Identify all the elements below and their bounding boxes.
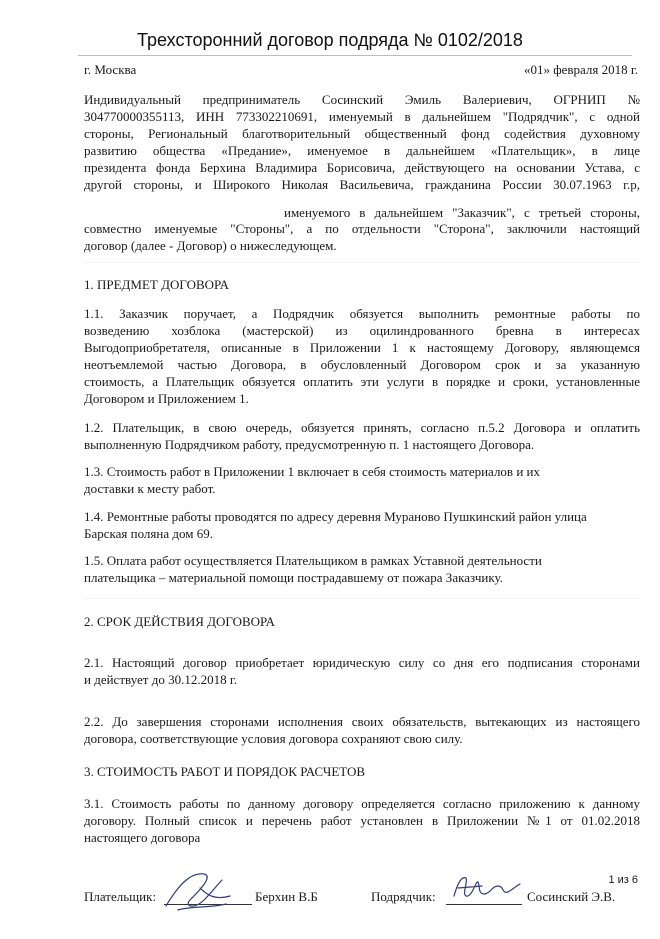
contractor-name: Сосинский Э.В.	[527, 889, 616, 904]
document-date: «01» февраля 2018 г.	[523, 62, 638, 77]
intro-line: развитию общества «Предание», именуемое в дальнейшем «Плательщик», в лице	[84, 143, 640, 158]
intro-line: президента фонда Берхина Владимира Борисовича, действующего на основании Устава, с	[84, 160, 640, 175]
intro-line: договор (далее - Договор) о нижеследующем.	[84, 238, 337, 253]
clause-1-4	[84, 508, 640, 542]
intro-ending	[84, 220, 640, 254]
clause-1-3	[84, 463, 640, 497]
intro-paragraph	[84, 91, 640, 193]
page-number: 1 из 6	[608, 874, 638, 886]
clause-line: договора, соответствующие условия договора сохраняют свою силу.	[84, 731, 463, 746]
intro-continuation-line	[284, 204, 640, 221]
clause-1-5	[84, 552, 640, 586]
contractor-label: Подрядчик:	[371, 889, 436, 904]
section-2-heading: 2. СРОК ДЕЙСТВИЯ ДОГОВОРА	[84, 614, 276, 629]
clause-line: 1.5. Оплата работ осуществляется Плательщиком в рамках Уставной деятельности	[84, 553, 542, 568]
intro-line: именуемого в дальнейшем "Заказчик", с третьей стороны,	[284, 205, 640, 220]
clause-line: договору. Полный список и перечень работ установлен в Приложении №1 от 01.02.2018	[84, 813, 640, 828]
clause-2-1	[84, 654, 640, 688]
clause-line: доставки к месту работ.	[84, 481, 216, 496]
clause-1-2	[84, 419, 640, 453]
payer-label: Плательщик:	[84, 889, 157, 904]
intro-line: стороны, Региональный благотворительный общественный фонд содействия духовному	[84, 126, 640, 141]
clause-line: 1.3. Стоимость работ в Приложении 1 включает в себя стоимость материалов и их	[84, 464, 540, 479]
document-title: Трехсторонний договор подряда № 0102/2018	[137, 30, 523, 50]
clause-line: выполненную Подрядчиком работу, предусмотренную п. 1 настоящего Договора.	[84, 437, 535, 452]
scan-artifact	[84, 262, 640, 263]
intro-line: другой стороны, и Широкого Николая Васильевича, гражданина России 30.07.1963 г.р,	[84, 177, 640, 192]
clause-line: 1.4. Ремонтные работы проводятся по адресу деревня Мураново Пушкинский район улица	[84, 509, 587, 524]
city: г. Москва	[84, 62, 137, 77]
intro-line: совместно именуемые "Стороны", а по отдельности "Сторона", заключили настоящий	[84, 221, 640, 236]
clause-line: Выгодоприобретателя, описанные в Приложении 1 к настоящему Договору, являющемся	[84, 340, 640, 355]
intro-line: Индивидуальный предприниматель Сосинский Эмиль Валериевич, ОГРНИП №	[84, 92, 640, 107]
contractor-signature	[448, 868, 524, 908]
clause-1-1	[84, 305, 640, 407]
clause-line: 1.2. Плательщик, в свою очередь, обязуется принять, согласно п.5.2 Договора и оплатить	[84, 420, 640, 435]
clause-2-2	[84, 713, 640, 747]
clause-line: и действует до 30.12.2018 г.	[84, 672, 237, 687]
title-divider	[78, 55, 632, 56]
clause-line: 2.2. До завершения сторонами исполнения своих обязательств, вытекающих из настоящего	[84, 714, 640, 729]
payer-name: Берхин В.Б	[255, 889, 318, 904]
clause-3-1	[84, 795, 640, 846]
section-3-heading: 3. СТОИМОСТЬ РАБОТ И ПОРЯДОК РАСЧЕТОВ	[84, 764, 366, 779]
scan-artifact	[84, 598, 640, 599]
section-1-heading: 1. ПРЕДМЕТ ДОГОВОРА	[84, 277, 229, 292]
clause-line: 1.1. Заказчик поручает, а Подрядчик обязуется выполнить ремонтные работы по	[84, 306, 640, 321]
clause-line: Договором и Приложением 1.	[84, 391, 249, 406]
clause-line: 3.1. Стоимость работы по данному договору определяется согласно приложению к данному	[84, 796, 640, 811]
clause-line: Барская поляна дом 69.	[84, 526, 213, 541]
intro-line: 304770000355113, ИНН 773302210691, именуемый в дальнейшем "Подрядчик", с одной	[84, 109, 640, 124]
clause-line: стоимость, а Плательщик обязуется оплатить эти услуги в порядке и сроки, установленные	[84, 374, 640, 389]
clause-line: 2.1. Настоящий договор приобретает юридическую силу со дня его подписания сторонами	[84, 655, 640, 670]
clause-line: неотъемлемой частью Договора, в обусловленный Договором срок и за указанную	[84, 357, 640, 372]
clause-line: плательщика – материальной помощи пострадавшему от пожара Заказчику.	[84, 570, 503, 585]
clause-line: настоящего договора	[84, 830, 201, 845]
payer-signature	[160, 866, 236, 916]
clause-line: возведению хозблока (мастерской) из оцилиндрованного бревна в интересах	[84, 323, 640, 338]
